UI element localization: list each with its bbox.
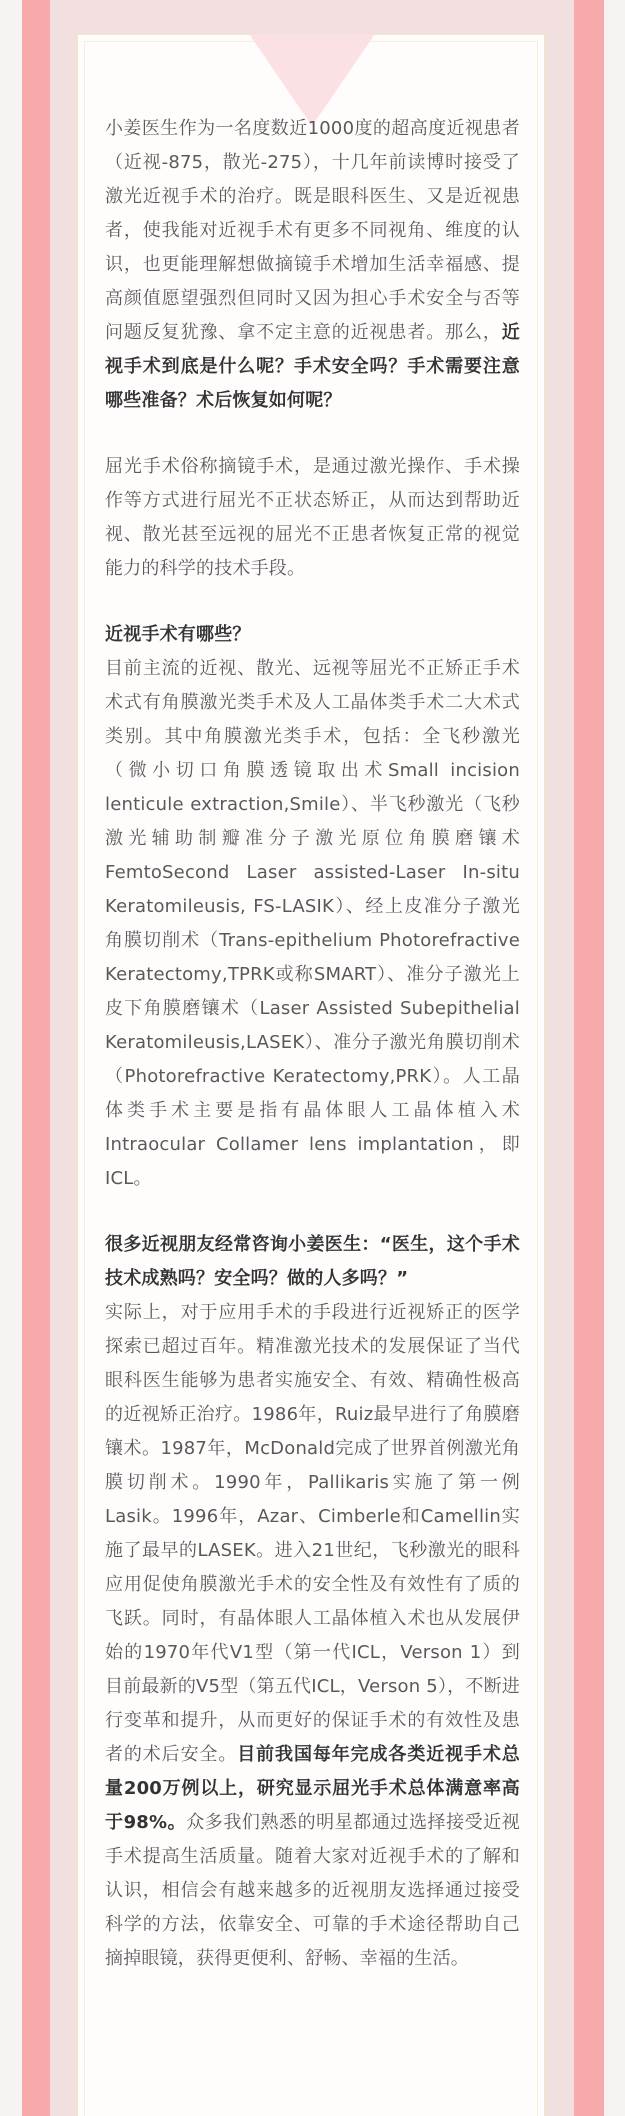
surgery-types-heading: 近视手术有哪些？: [105, 624, 251, 645]
paragraph-surgery-types: [105, 618, 520, 1196]
intro-bold-question: 近视手术到底是什么呢？手术安全吗？手术需要注意哪些准备？术后恢复如何呢？: [105, 322, 520, 411]
safety-bold-statistic: 目前我国每年完成各类近视手术总量200万例以上，研究显示屈光手术总体满意率高于98%。: [105, 1744, 520, 1833]
safety-body: 实际上，对于应用手术的手段进行近视矫正的医学探索已超过百年。精准激光技术的发展保证了当代眼科医生能够为患者实施安全、有效、精确性极高的近视矫正治疗。1986年，Ruiz最早进行了角膜磨镶术。1987年，McDonald完成了世界首例激光角膜切削术。1990年，Pallikaris实施了第一例Lasik。1996年，Azar、Cimberle和Camellin实施了最早的LASEK。进入21世纪，飞秒激光的眼科应用促使角膜激光手术的安全性及有效性有了质的飞跃。同时，有晶体眼人工晶体植入术也从发展伊始的1970年代V1型（第一代ICL，Verson 1）到目前最新的V5型（第五代ICL，Verson 5），不断进行变革和提升，从而更好的保证手术的有效性及患者的术后安全。: [105, 1302, 520, 1765]
paragraph-intro: [105, 112, 520, 418]
paragraph-safety: [105, 1228, 520, 1976]
safety-tail: 众多我们熟悉的明星都通过选择接受近视手术提高生活质量。随着大家对近视手术的了解和认识，相信会有越来越多的近视朋友选择通过接受科学的方法，依靠安全、可靠的手术途径帮助自己摘掉眼镜，获得更便利、舒畅、幸福的生活。: [105, 1812, 520, 1969]
article-body: [105, 112, 520, 1976]
definition-text: 屈光手术俗称摘镜手术，是通过激光操作、手术操作等方式进行屈光不正状态矫正，从而达到帮助近视、散光甚至远视的屈光不正患者恢复正常的视觉能力的科学的技术手段。: [105, 456, 520, 579]
right-pink-rail: [574, 0, 604, 2116]
safety-heading: 很多近视朋友经常咨询小姜医生：“医生，这个手术技术成熟吗？安全吗？做的人多吗？”: [105, 1234, 520, 1289]
paragraph-definition: [105, 450, 520, 586]
intro-lead: 小姜医生作为一名度数近1000度的超高度近视患者（近视-875，散光-275），十几年前读博时接受了激光近视手术的治疗。既是眼科医生、又是近视患者，使我能对近视手术有更多不同视角、维度的认识，也更能理解想做摘镜手术增加生活幸福感、提高颜值愿望强烈但同时又因为担心手术安全与否等问题反复犹豫、拿不定主意的近视患者。那么，: [105, 118, 520, 343]
surgery-types-body: 目前主流的近视、散光、远视等屈光不正矫正手术术式有角膜激光类手术及人工晶体类手术二大术式类别。其中角膜激光类手术，包括：全飞秒激光（微小切口角膜透镜取出术Small incision lenticule extraction,Smile）、半飞秒激光（飞秒激光辅助制瓣准分子激光原位角膜磨镶术FemtoSecond Laser assisted-Laser In-situ Keratomileusis, FS-LASIK）、经上皮准分子激光角膜切削术（Trans-epithelium Photorefractive Keratectomy,TPRK或称SMART）、准分子激光上皮下角膜磨镶术（Laser Assisted Subepithelial Keratomileusis,LASEK）、准分子激光角膜切削术（Photorefractive Keratectomy,PRK）。人工晶体类手术主要是指有晶体眼人工晶体植入术Intraocular Collamer lens implantation，即ICL。: [105, 658, 520, 1189]
left-pink-rail: [22, 0, 50, 2116]
